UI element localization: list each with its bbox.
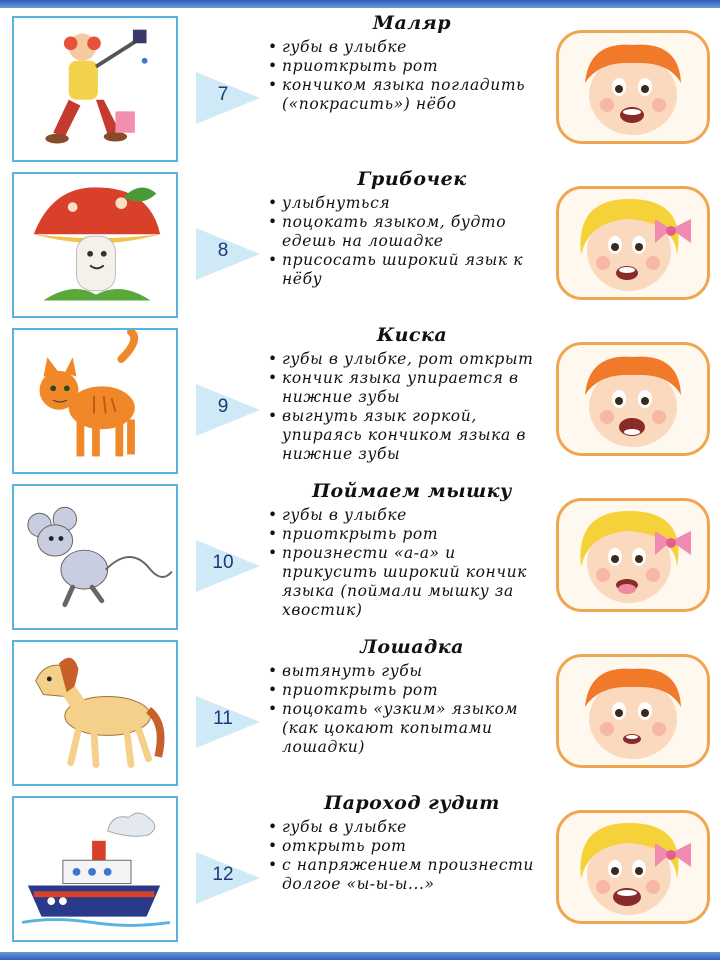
exercise-title: Киска xyxy=(376,324,448,346)
step-item: • выгнуть язык горкой, упираясь кончиком языка в нижние зубы xyxy=(268,407,527,463)
bullet: • xyxy=(268,194,278,212)
bullet: • xyxy=(268,662,278,680)
step-item: • произнести «а-а» и прикусить широкий кончик языка (поймали мышку за хвостик) xyxy=(268,544,528,619)
exercise-row xyxy=(0,788,720,944)
step-item: • открыть рот xyxy=(268,837,407,855)
mushroom-illustration xyxy=(12,172,178,318)
step-item: • губы в улыбке xyxy=(268,506,407,524)
cat-illustration xyxy=(12,328,178,474)
girl-face xyxy=(556,810,710,924)
bullet: • xyxy=(268,369,278,387)
step-item: • улыбнуться xyxy=(268,194,391,212)
exercise-row xyxy=(0,8,720,164)
exercise-row xyxy=(0,632,720,788)
bottom-decorative-band xyxy=(0,952,720,960)
exercise-title: Пароход гудит xyxy=(324,792,500,814)
bullet: • xyxy=(268,38,278,56)
boy-face xyxy=(556,654,710,768)
painter-illustration xyxy=(12,16,178,162)
exercise-number: 8 xyxy=(217,240,229,261)
steamboat-illustration xyxy=(12,796,178,942)
step-item: • губы в улыбке xyxy=(268,818,407,836)
bullet: • xyxy=(268,856,278,874)
bullet: • xyxy=(268,544,278,562)
step-item: • поцокать языком, будто едешь на лошадке xyxy=(268,213,507,250)
exercise-title: Грибочек xyxy=(357,168,467,190)
step-item: • губы в улыбке xyxy=(268,38,407,56)
exercise-number: 11 xyxy=(213,708,233,729)
exercise-title: Поймаем мышку xyxy=(312,480,512,502)
exercise-row xyxy=(0,476,720,632)
step-item: • поцокать «узким» языком (как цокают копытами лошадки) xyxy=(268,700,519,756)
exercise-steps xyxy=(264,506,554,620)
bullet: • xyxy=(268,213,278,231)
bullet: • xyxy=(268,837,278,855)
step-item: • с напряжением произнести долгое «ы-ы-ы...» xyxy=(268,856,534,893)
exercise-steps xyxy=(264,194,554,289)
exercise-row xyxy=(0,164,720,320)
exercise-title: Лошадка xyxy=(360,636,464,658)
bullet: • xyxy=(268,57,278,75)
bullet: • xyxy=(268,700,278,718)
exercise-steps xyxy=(264,38,554,114)
exercise-row xyxy=(0,320,720,476)
exercise-number: 7 xyxy=(217,84,229,105)
mouse-illustration xyxy=(12,484,178,630)
bullet: • xyxy=(268,818,278,836)
step-item: • присосать широкий язык к нёбу xyxy=(268,251,524,288)
horse-illustration xyxy=(12,640,178,786)
step-item: • губы в улыбке, рот открыт xyxy=(268,350,534,368)
bullet: • xyxy=(268,525,278,543)
exercise-steps xyxy=(264,350,554,464)
bullet: • xyxy=(268,76,278,94)
girl-face xyxy=(556,186,710,300)
step-item: • приоткрыть рот xyxy=(268,525,439,543)
exercise-steps xyxy=(264,818,554,894)
boy-face xyxy=(556,30,710,144)
bullet: • xyxy=(268,506,278,524)
bullet: • xyxy=(268,407,278,425)
step-item: • приоткрыть рот xyxy=(268,681,439,699)
bullet: • xyxy=(268,350,278,368)
girl-face xyxy=(556,498,710,612)
bullet: • xyxy=(268,251,278,269)
step-item: • кончик языка упирается в нижние зубы xyxy=(268,369,519,406)
boy-face xyxy=(556,342,710,456)
step-item: • приоткрыть рот xyxy=(268,57,439,75)
exercise-number: 10 xyxy=(212,552,234,573)
top-decorative-band xyxy=(0,0,720,8)
step-item: • кончиком языка погладить («покрасить») нёбо xyxy=(268,76,526,113)
exercise-steps xyxy=(264,662,554,757)
exercise-title: Маляр xyxy=(372,12,452,34)
bullet: • xyxy=(268,681,278,699)
step-item: • вытянуть губы xyxy=(268,662,423,680)
exercise-number: 9 xyxy=(217,396,229,417)
exercise-number: 12 xyxy=(212,864,234,885)
